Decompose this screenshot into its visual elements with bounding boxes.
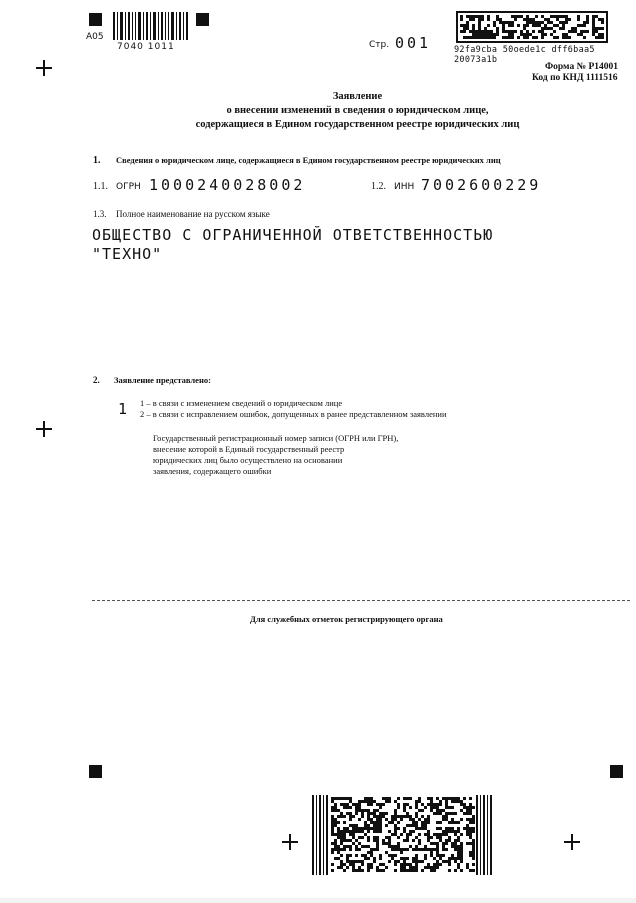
note-line-1: Государственный регистрационный номер записи (ОГРН или ГРН), [153, 433, 399, 443]
error-record-note [153, 433, 398, 477]
form-number: Форма № Р14001 [545, 62, 619, 72]
registration-mark-bottom-right [610, 765, 623, 778]
inn-label: ИНН [394, 182, 415, 192]
title-line-2: о внесении изменений в сведения о юридическом лице, [226, 105, 489, 116]
section2-heading: Заявление представлено: [114, 375, 211, 385]
option-2: 2 – в связи с исправлением ошибок, допущенных в ранее представленном заявлении [140, 409, 447, 419]
registration-mark-top-right [196, 13, 209, 26]
ogrn-number: 1.1. [93, 181, 108, 192]
inn-value: 7002600229 [421, 176, 542, 194]
crosshair-icon [564, 834, 580, 850]
inn-number: 1.2. [371, 181, 386, 192]
selected-reason-value: 1 [118, 400, 131, 418]
fullname-number: 1.3. [93, 209, 107, 219]
page-label: Стр. [369, 40, 390, 50]
title-line-1: Заявление [332, 91, 383, 102]
registration-mark-bottom-left [89, 765, 102, 778]
section2-number: 2. [93, 375, 100, 385]
crosshair-icon [36, 421, 52, 437]
note-line-3: юридических лиц было осуществлено на основании [153, 455, 343, 465]
note-line-4: заявления, содержащего ошибки [153, 466, 272, 476]
matrix-code-top-icon [456, 11, 608, 43]
ogrn-label: ОГРН [116, 182, 141, 192]
company-name-line-2: "ТЕХНО" [92, 245, 163, 263]
section1-number: 1. [93, 155, 101, 166]
section1-heading: Сведения о юридическом лице, содержащиеся в Едином государственном реестре юридических лиц [116, 155, 501, 165]
barcode-icon [113, 12, 189, 40]
note-line-2: внесение которой в Единый государственный реестр [153, 444, 345, 454]
title-line-3: содержащиеся в Едином государственном реестре юридических лиц [195, 119, 520, 130]
knd-code: Код по КНД 1111516 [532, 73, 618, 83]
registration-mark-top-left [89, 13, 102, 26]
official-marks-label: Для служебных отметок регистрирующего органа [250, 614, 443, 624]
form-code-left: A05 [86, 32, 104, 42]
crosshair-icon [36, 60, 52, 76]
matrix-code-bottom-icon [312, 795, 492, 875]
barcode-number: 7040 1011 [117, 42, 175, 52]
page-number: 001 [395, 34, 432, 52]
hash-code: 92fa9cba 50oede1c dff6baa5 20073a1b [454, 45, 595, 65]
page-bottom-strip [0, 898, 636, 903]
document-title [150, 90, 565, 132]
ogrn-value: 1000240028002 [149, 176, 306, 194]
company-name-line-1: ОБЩЕСТВО С ОГРАНИЧЕННОЙ ОТВЕТСТВЕННОСТЬЮ [92, 226, 494, 244]
dashed-divider [92, 600, 630, 601]
crosshair-icon [282, 834, 298, 850]
option-1: 1 – в связи с изменением сведений о юридическом лице [140, 398, 343, 408]
fullname-label: Полное наименование на русском языке [116, 209, 270, 219]
